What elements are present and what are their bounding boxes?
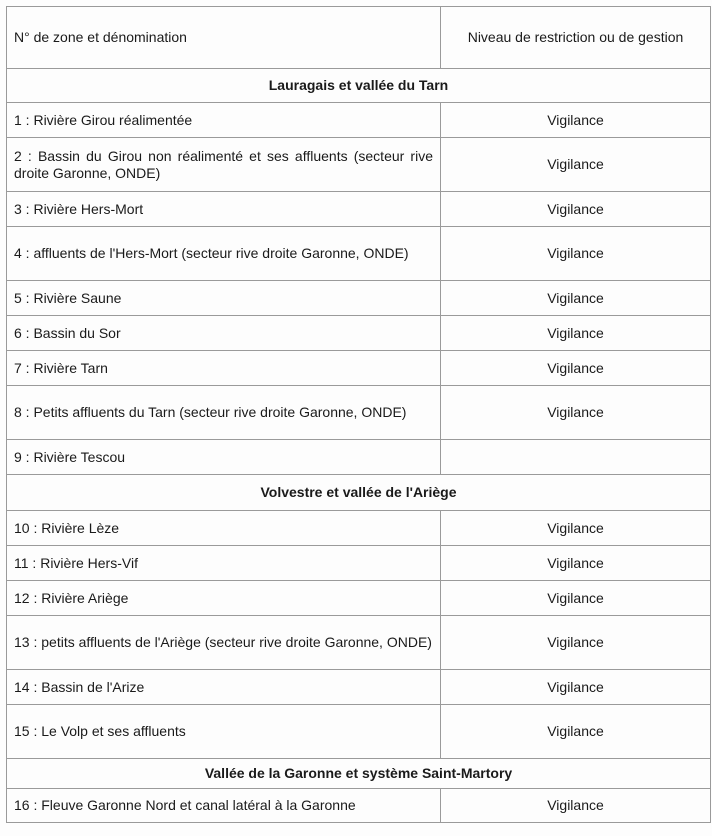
level-cell: Vigilance <box>441 670 711 705</box>
table-row <box>7 192 711 227</box>
zone-cell: 10 : Rivière Lèze <box>7 511 441 546</box>
zone-cell: 5 : Rivière Saune <box>7 281 441 316</box>
level-cell: Vigilance <box>441 511 711 546</box>
table-row <box>7 440 711 475</box>
table-header-row <box>7 7 711 69</box>
zone-cell: 15 : Le Volp et ses affluents <box>7 705 441 759</box>
level-cell: Vigilance <box>441 705 711 759</box>
zone-column-header: N° de zone et dénomination <box>7 7 441 69</box>
zone-cell: 2 : Bassin du Girou non réalimenté et ses affluents (secteur rive droite Garonne, ONDE) <box>7 138 441 192</box>
zone-cell: 8 : Petits affluents du Tarn (secteur rive droite Garonne, ONDE) <box>7 386 441 440</box>
level-cell <box>441 440 711 475</box>
table-row <box>7 103 711 138</box>
level-cell: Vigilance <box>441 546 711 581</box>
table-row <box>7 789 711 823</box>
zone-cell: 9 : Rivière Tescou <box>7 440 441 475</box>
zone-cell: 11 : Rivière Hers-Vif <box>7 546 441 581</box>
table-row <box>7 581 711 616</box>
section-title: Volvestre et vallée de l'Ariège <box>7 475 711 511</box>
table-row <box>7 138 711 192</box>
zone-cell: 12 : Rivière Ariège <box>7 581 441 616</box>
zone-cell: 3 : Rivière Hers-Mort <box>7 192 441 227</box>
level-cell: Vigilance <box>441 138 711 192</box>
table-row <box>7 351 711 386</box>
section-title: Vallée de la Garonne et système Saint-Martory <box>7 759 711 789</box>
section-row <box>7 759 711 789</box>
zone-cell: 1 : Rivière Girou réalimentée <box>7 103 441 138</box>
zone-cell: 13 : petits affluents de l'Ariège (secteur rive droite Garonne, ONDE) <box>7 616 441 670</box>
table-row <box>7 705 711 759</box>
level-cell: Vigilance <box>441 227 711 281</box>
level-cell: Vigilance <box>441 103 711 138</box>
table-row <box>7 227 711 281</box>
level-cell: Vigilance <box>441 316 711 351</box>
zone-cell: 4 : affluents de l'Hers-Mort (secteur rive droite Garonne, ONDE) <box>7 227 441 281</box>
table-row <box>7 281 711 316</box>
table-row <box>7 670 711 705</box>
table-row <box>7 511 711 546</box>
level-cell: Vigilance <box>441 616 711 670</box>
level-column-header: Niveau de restriction ou de gestion <box>441 7 711 69</box>
section-row <box>7 475 711 511</box>
zone-cell: 7 : Rivière Tarn <box>7 351 441 386</box>
zone-restriction-table <box>6 6 711 823</box>
table-row <box>7 386 711 440</box>
table-row <box>7 616 711 670</box>
section-row <box>7 69 711 103</box>
table-row <box>7 546 711 581</box>
table-row <box>7 316 711 351</box>
zone-cell: 16 : Fleuve Garonne Nord et canal latéral à la Garonne <box>7 789 441 823</box>
level-cell: Vigilance <box>441 386 711 440</box>
level-cell: Vigilance <box>441 192 711 227</box>
level-cell: Vigilance <box>441 351 711 386</box>
level-cell: Vigilance <box>441 789 711 823</box>
zone-cell: 14 : Bassin de l'Arize <box>7 670 441 705</box>
level-cell: Vigilance <box>441 581 711 616</box>
section-title: Lauragais et vallée du Tarn <box>7 69 711 103</box>
level-cell: Vigilance <box>441 281 711 316</box>
zone-cell: 6 : Bassin du Sor <box>7 316 441 351</box>
